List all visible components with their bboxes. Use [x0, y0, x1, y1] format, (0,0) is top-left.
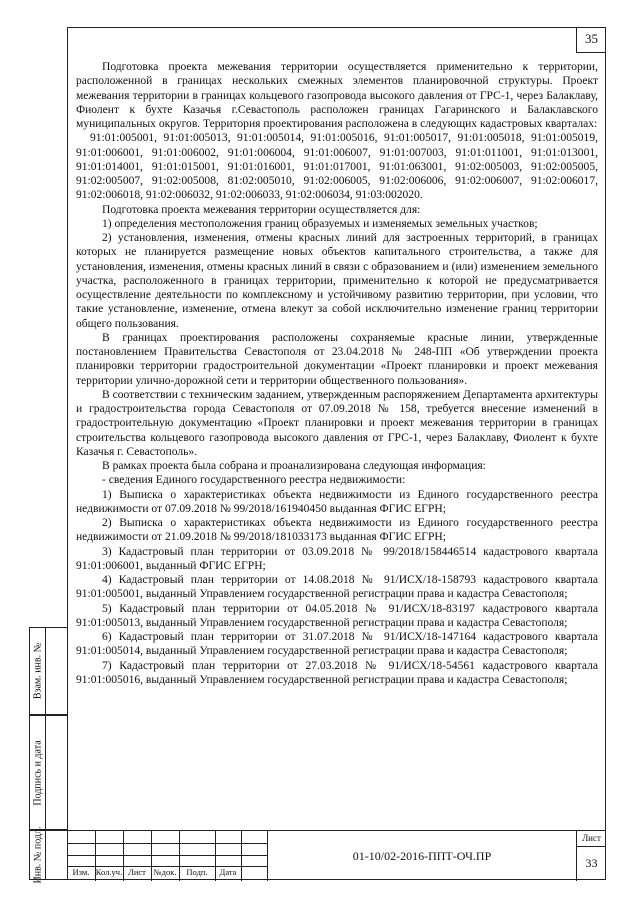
sheet-label: Лист	[577, 831, 606, 847]
paragraph: Подготовка проекта межевания территории осуществляется применительно к территории, расположенной в границах нескольких смежных элементов планировочной структуры. Проект межевания территории в границах кольцевого газопровода высокого давления от ГРС-1, через Балаклаву, Фиолент к бухте Казачья г.Севастополь расположен границах Гагаринского и Балаклавского муниципальных округов. Территория проектирования расположена в следующих кадастровых кварталах:	[76, 61, 598, 130]
stamp-col-podp: Подп.	[186, 867, 208, 877]
page-number: 35	[576, 27, 606, 53]
list-item: 2) Выписка о характеристиках объекта недвижимости из Единого государственного реестра недвижимости от 21.09.2018 № 99/2018/181033173 выданная ФГИС ЕГРН;	[76, 517, 598, 544]
side-label-vzam: Взам. инв. №	[32, 642, 43, 700]
paragraph: Подготовка проекта межевания территории осуществляется для:	[102, 203, 421, 216]
sheet-box	[576, 831, 606, 881]
list-item: 6) Кадастровый план территории от 31.07.2018 № 91/ИСХ/18-147164 кадастрового квартала 91:01:005014, выданный Управлением государственной регистрации права и кадастра Севастополя;	[76, 631, 598, 658]
paragraph: 2) установления, изменения, отмены красных линий для застроенных территорий, в границах которых не планируется размещение новых объектов капитального строительства, а также для установления, изменения, отмены красных линий в связи с образованием и (или) изменением земельного участка, расположенного в границах территории, применительно к которой не предусматривается осуществление деятельности по комплексному и устойчивому развитию территории, при условии, что такие установление, изменение, отмена влекут за собой исключительно изменение границ территории общего пользования.	[76, 232, 598, 330]
paragraph: В соответствии с техническим заданием, утвержденным распоряжением Департамента архитектуры и градостроительства города Севастополя от 07.09.2018 № 158, требуется внесение изменений в градостроительную документацию «Проект планировки и проект межевания территории в границах строительства кольцевого газопровода высокого давления от ГРС-1, через Балаклаву, Фиолент к бухте Казачья г. Севастополь».	[76, 388, 598, 458]
document-body	[76, 60, 598, 687]
list-item: 5) Кадастровый план территории от 04.05.2018 № 91/ИСХ/18-83197 кадастрового квартала 91:01:005013, выданный Управлением государственной регистрации права и кадастра Севастополя;	[76, 602, 598, 629]
cadastral-codes-text: 91:01:005001, 91:01:005013, 91:01:005014, 91:01:005016, 91:01:005017, 91:01:005018, 91:01:005019, 91:01:006001, 91:01:006002, 91:01:006004, 91:01:006007, 91:01:007003, 91:01:011001, 91:01:013001, 91:01:014001, 91:01:015001, 91:01:016001, 91:01:017001, 91:01:063001, 91:02:005003, 91:02:005005, 91:02:005007, 91:02:005008, 81:02:005010, 91:02:006005, 91:02:006006, 91:02:006007, 91:02:006017, 91:02:006018, 91:02:006032, 91:02:006033, 91:02:006034, 91:03:002020.	[76, 132, 598, 202]
paragraph: В границах проектирования расположены сохраняемые красные линии, утвержденные постановлением Правительства Севастополя от 23.04.2018 № 248-ПП «Об утверждении проекта планировки территории градостроительной документации «Проект планировки и проект межевания территории улично-дорожной сети и территории общественного пользования».	[76, 331, 598, 387]
side-field-inv	[29, 826, 67, 884]
stamp-col-ndok: №док.	[153, 867, 177, 877]
document-code: 01-10/02-2016-ППТ-ОЧ.ПР	[267, 831, 576, 881]
stamp-col-list: Лист	[128, 867, 146, 877]
paragraph: - сведения Единого государственного реестра недвижимости:	[102, 474, 406, 487]
sheet-number: 33	[585, 856, 598, 870]
side-label-podpis: Подпись и дата	[32, 739, 43, 806]
stamp-col-izm: Изм.	[72, 867, 90, 877]
list-item: 1) Выписка о характеристиках объекта недвижимости из Единого государственного реестра недвижимости от 07.09.2018 № 99/2018/161940450 выданная ФГИС ЕГРН;	[76, 488, 598, 515]
side-field-vzam	[29, 627, 67, 715]
paragraph: 1) определения местоположения границ образуемых и изменяемых земельных участков;	[102, 217, 538, 230]
list-item: 7) Кадастровый план территории от 27.03.2018 № 91/ИСХ/18-54561 кадастрового квартала 91:01:005016, выданный Управлением государственной регистрации права и кадастра Севастополя;	[76, 659, 598, 686]
list-item: 3) Кадастровый план территории от 03.09.2018 № 99/2018/158446514 кадастрового квартала 91:01:006001, выданный ФГИС ЕГРН;	[76, 545, 598, 572]
side-field-podpis	[29, 715, 67, 830]
stamp-col-koluch: Кол.уч.	[95, 867, 123, 877]
side-label-inv: Инв. № подл.	[32, 826, 43, 884]
cadastral-codes	[76, 131, 598, 202]
paragraph: В рамках проекта была собрана и проанализирована следующая информация:	[102, 460, 486, 472]
title-block	[67, 830, 606, 880]
list-item: 4) Кадастровый план территории от 14.08.2018 № 91/ИСХ/18-158793 кадастрового квартала 91:01:005001, выданный Управлением государственной регистрации права и кадастра Севастополя;	[76, 574, 598, 601]
stamp-grid	[67, 831, 267, 881]
stamp-col-data: Дата	[219, 867, 237, 877]
